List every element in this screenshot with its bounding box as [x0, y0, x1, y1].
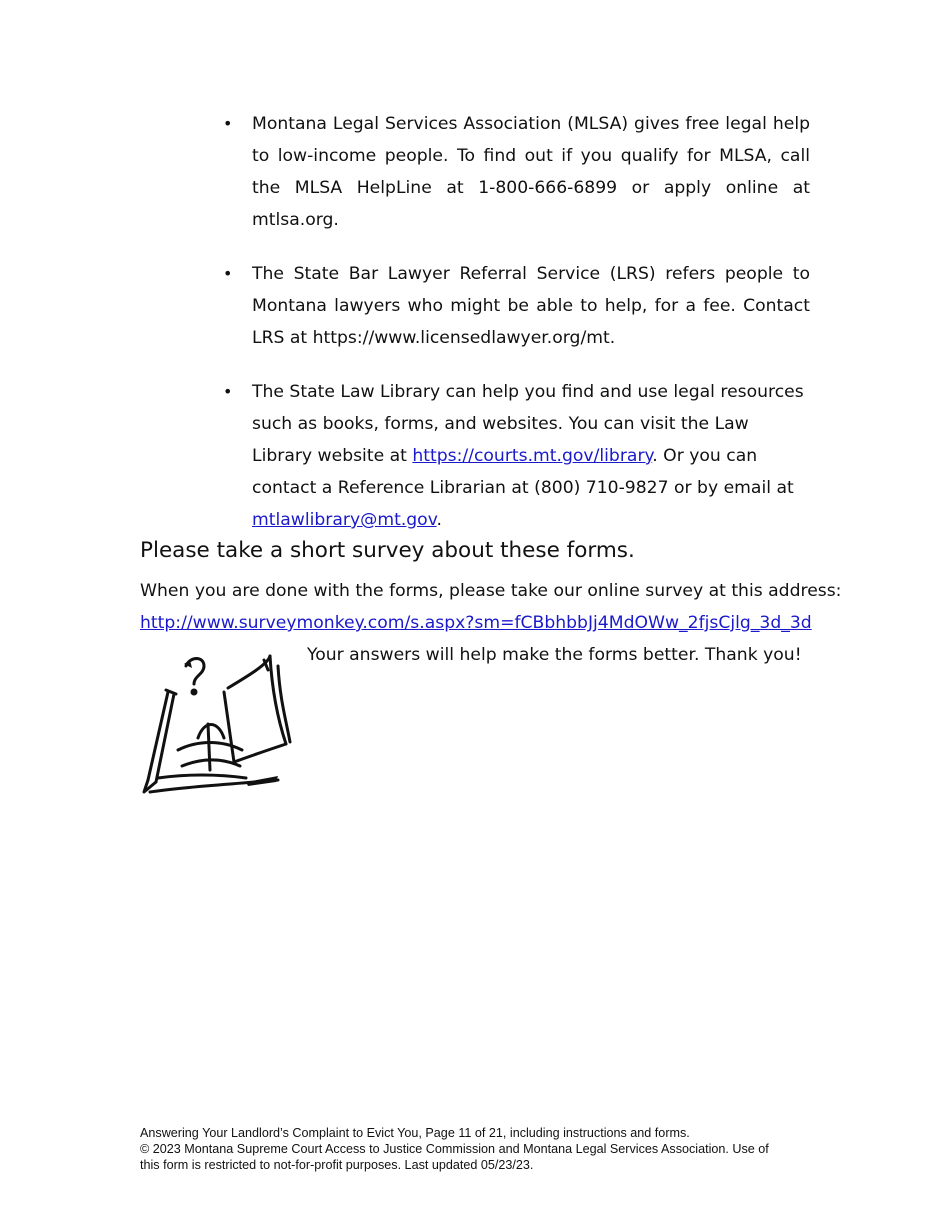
- resource-item-lrs: [220, 258, 810, 354]
- resource-list: [220, 108, 810, 558]
- bullet-icon: •: [223, 264, 233, 283]
- law-library-link[interactable]: https://courts.mt.gov/library: [412, 446, 653, 466]
- law-library-email-link[interactable]: mtlawlibrary@mt.gov: [252, 510, 437, 530]
- survey-thanks: Your answers will help make the forms better. Thank you!: [307, 645, 802, 665]
- bullet-icon: •: [223, 114, 233, 133]
- resource-item-mlsa: [220, 108, 810, 236]
- survey-heading: Please take a short survey about these forms.: [140, 538, 635, 563]
- footer-copyright: © 2023 Montana Supreme Court Access to Justice Commission and Montana Legal Services Association. Use of this form is restricted to not-for-profit purposes. Last updated 05/23/23.: [140, 1142, 769, 1172]
- footer-page-info: Answering Your Landlord’s Complaint to Evict You, Page 11 of 21, including instructions and forms.: [140, 1126, 690, 1140]
- survey-intro: When you are done with the forms, please take our online survey at this address:: [140, 581, 842, 601]
- survey-link[interactable]: http://www.surveymonkey.com/s.aspx?sm=fCBbhbbJj4MdOWw_2fjsCjlg_3d_3d: [140, 613, 812, 633]
- bullet-icon: •: [223, 382, 233, 401]
- resource-text: Montana Legal Services Association (MLSA) gives free legal help to low-income people. To find out if you qualify for MLSA, call the MLSA HelpLine at 1-800-666-6899 or apply online at mtlsa.org.: [252, 114, 810, 230]
- resource-text: The State Bar Lawyer Referral Service (LRS) refers people to Montana lawyers who might be able to help, for a fee. Contact LRS at https://www.licensedlawyer.org/mt.: [252, 264, 810, 348]
- resource-text: .: [436, 510, 443, 530]
- page-footer: [140, 1125, 780, 1173]
- question-book-pencil-icon: [138, 650, 296, 798]
- resource-text: . Or you can contact a Reference Librarian at (800) 710-9827 or by email at: [252, 446, 794, 498]
- resource-item-law-library: [220, 376, 810, 536]
- resource-text: The State Law Library can help you find and use legal resources such as books, forms, and websites. You can visit the Law Library website at: [252, 382, 804, 466]
